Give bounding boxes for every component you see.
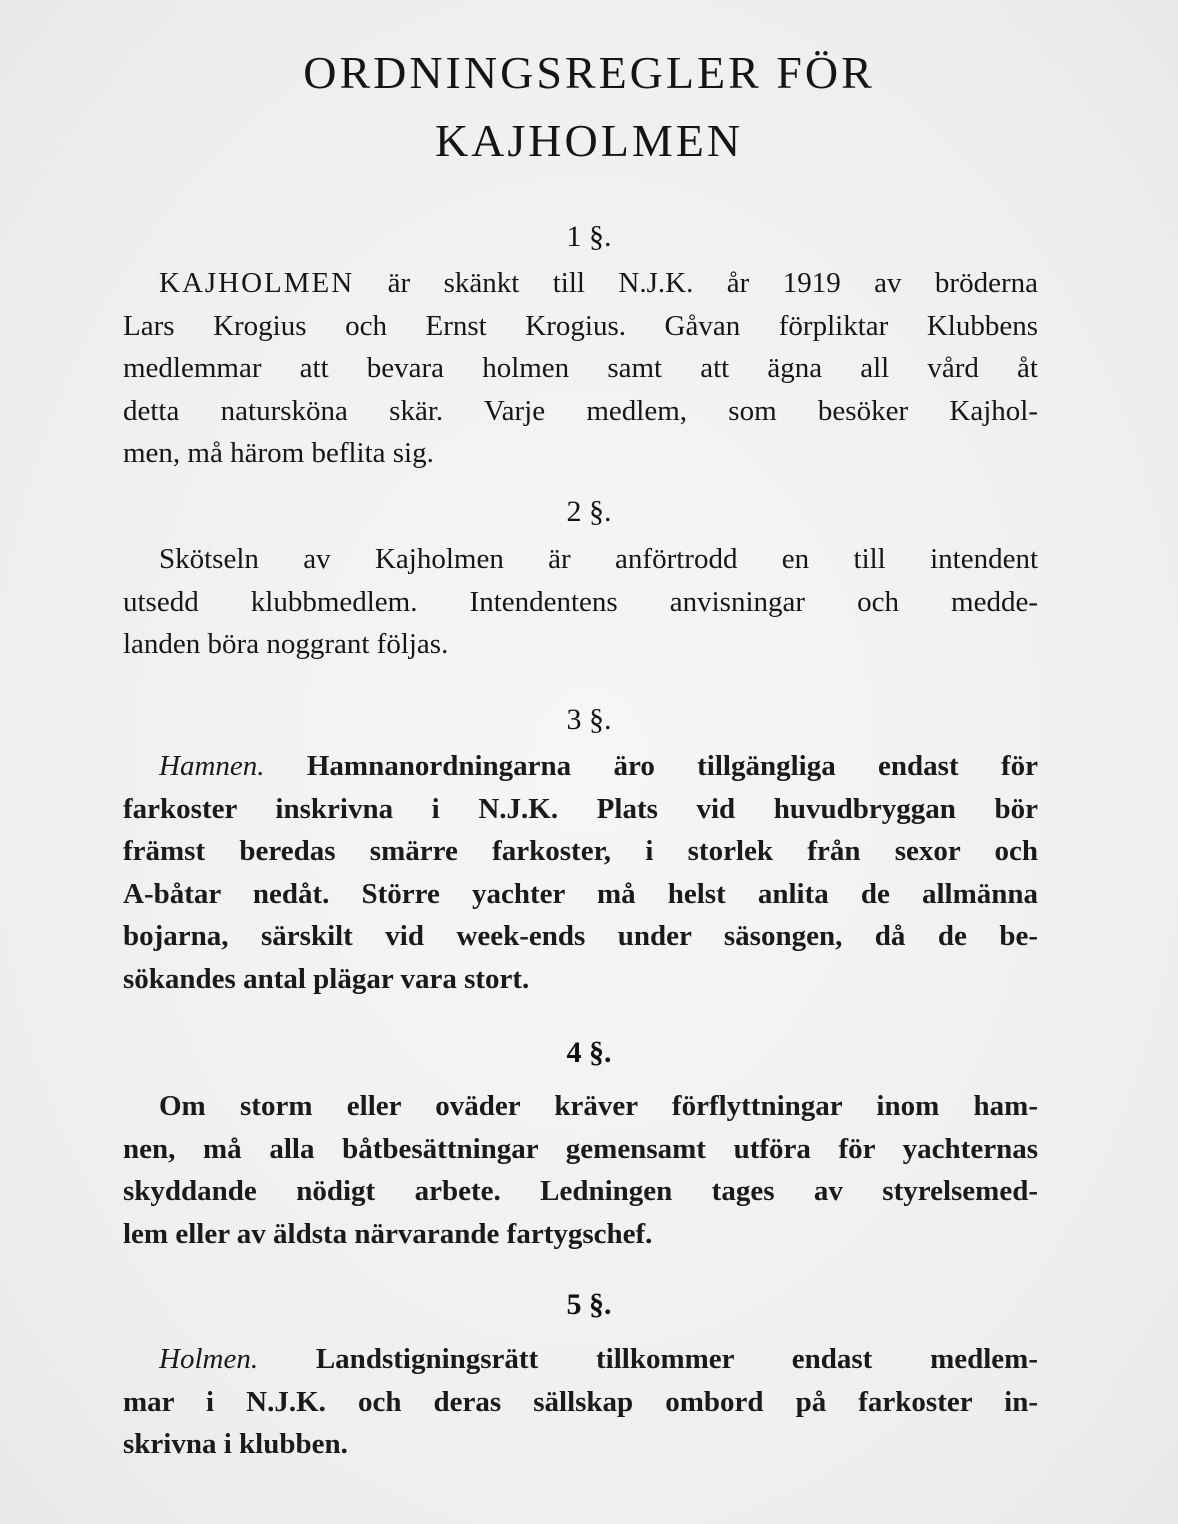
section-2-heading: 2 §.	[566, 495, 612, 528]
section-1-line-3: medlemmar att bevara holmen samt att ägna all vård åt	[123, 352, 1038, 384]
section-1-line-1: KAJHOLMEN är skänkt till N.J.K. år 1919 av bröderna	[159, 267, 1038, 299]
section-1-heading: 1 §.	[566, 220, 612, 253]
section-1-line-2: Lars Krogius och Ernst Krogius. Gåvan förpliktar Klubbens	[123, 309, 1038, 342]
section-4-line-2: nen, må alla båtbesättningar gemensamt utföra för yachternas	[123, 1132, 1038, 1165]
section-3-line-4: A-båtar nedåt. Större yachter må helst anlita de allmänna	[123, 877, 1038, 910]
section-1-line-5: men, må härom beflita sig.	[123, 437, 434, 469]
section-2-line-2: utsedd klubbmedlem. Intendentens anvisningar och medde-	[123, 585, 1038, 618]
section-3-line-6: sökandes antal plägar vara stort.	[123, 962, 530, 995]
section-5-line-3: skrivna i klubben.	[123, 1428, 348, 1460]
section-4-heading: 4 §.	[566, 1036, 612, 1069]
title-line-1: ORDNINGSREGLER FÖR	[303, 47, 875, 98]
section-3-line-3: främst beredas smärre farkoster, i storlek från sexor och	[123, 835, 1038, 867]
section-5-paragraph	[123, 1338, 1038, 1466]
section-1-line-4: detta natursköna skär. Varje medlem, som besöker Kajhol-	[123, 394, 1038, 427]
section-2-paragraph	[123, 538, 1038, 666]
title-line-2: KAJHOLMEN	[434, 115, 744, 166]
section-3-lead: Hamnen.	[159, 750, 265, 782]
section-2-line-3: landen böra noggrant följas.	[123, 628, 449, 660]
section-5-line-2: mar i N.J.K. och deras sällskap ombord på farkoster in-	[123, 1385, 1038, 1418]
section-5-heading: 5 §.	[566, 1288, 612, 1321]
section-3-line-2: farkoster inskrivna i N.J.K. Plats vid huvudbryggan bör	[123, 792, 1038, 825]
section-3-line-1: Hamnen. Hamnanordningarna äro tillgängliga endast för	[159, 750, 1038, 782]
section-1-lead: KAJHOLMEN	[159, 267, 355, 299]
section-5-line-1: Holmen. Landstigningsrätt tillkommer endast medlem-	[159, 1343, 1038, 1375]
section-2-line-1: Skötseln av Kajholmen är anförtrodd en till intendent	[159, 543, 1038, 575]
section-5-lead: Holmen.	[159, 1343, 259, 1375]
section-4-line-1: Om storm eller oväder kräver förflyttningar inom ham-	[159, 1090, 1038, 1122]
section-3-paragraph	[123, 745, 1038, 1000]
section-4-line-4: lem eller av äldsta närvarande fartygschef.	[123, 1217, 653, 1250]
section-4-line-3: skyddande nödigt arbete. Ledningen tages av styrelsemed-	[123, 1175, 1038, 1207]
section-3-heading: 3 §.	[566, 703, 612, 736]
section-4-paragraph	[123, 1085, 1038, 1255]
section-3-line-5: bojarna, särskilt vid week-ends under säsongen, då de be-	[123, 920, 1038, 952]
section-1-paragraph	[123, 262, 1038, 475]
